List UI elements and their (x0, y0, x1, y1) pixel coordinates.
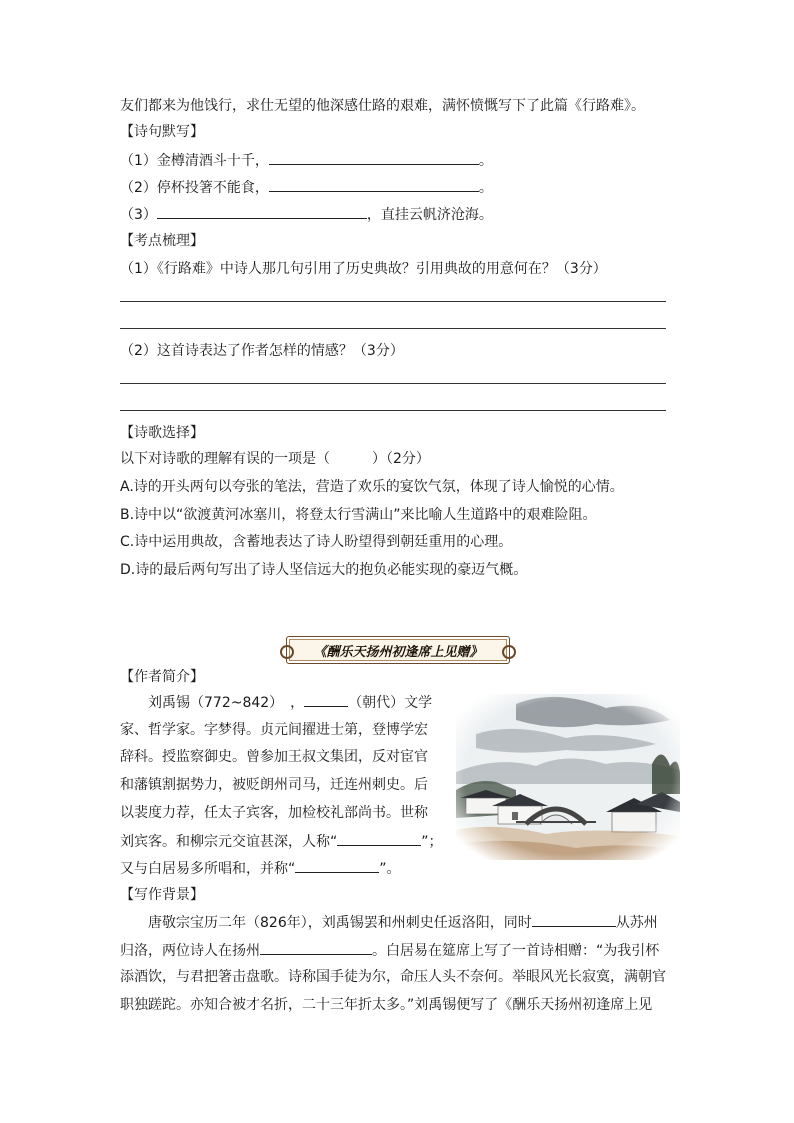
recite-q1-prefix: （1）金樽清酒斗十千， (120, 153, 269, 169)
recite-q3-prefix: （3） (120, 207, 157, 223)
recite-q1 (120, 150, 493, 171)
poem-title-banner (286, 636, 510, 664)
background-line-2-text: 归洛，两位诗人在扬州 (120, 943, 260, 959)
heading-author: 【作者简介】 (120, 669, 204, 685)
author-line-6 (120, 831, 443, 852)
recite-q1-suffix: 。 (478, 153, 493, 169)
answer-line[interactable] (120, 383, 666, 384)
answer-line[interactable] (120, 410, 666, 411)
author-line-5: 以裴度力荐，任太子宾客，加检校礼部尚书。世称 (120, 805, 428, 821)
background-line-3: 添酒饮，与君把箸击盘歌。诗称国手徒为尔，命压人头不奈何。举眼风光长寂寞，满朝官 (120, 969, 666, 985)
author-line-4: 和藩镇割据势力，被贬朗州司马，迁连州刺史。后 (120, 777, 428, 793)
choice-stem: 以下对诗歌的理解有误的一项是（ ）（2分） (120, 451, 430, 467)
recite-q2-suffix: 。 (478, 180, 493, 196)
heading-recite: 【诗句默写】 (120, 124, 204, 140)
answer-blank[interactable] (157, 204, 367, 219)
heading-choice: 【诗歌选择】 (120, 425, 204, 441)
answer-blank[interactable] (269, 150, 479, 165)
heading-points: 【考点梳理】 (120, 233, 204, 249)
nickname-blank[interactable] (337, 831, 421, 846)
ink-landscape-painting (456, 694, 680, 860)
banner-scroll-ornament (502, 645, 516, 659)
points-q1: （1）《行路难》中诗人那几句引用了历史典故？引用典故的用意何在？（3分） (120, 261, 607, 277)
choice-option-a[interactable]: A.诗的开头两句以夸张的笔法，营造了欢乐的宴饮气氛，体现了诗人愉悦的心情。 (120, 479, 624, 495)
recite-q3-suffix: ，直挂云帆济沧海。 (366, 207, 493, 223)
recite-q2-prefix: （2）停杯投箸不能食， (120, 180, 269, 196)
banner-scroll-ornament (280, 645, 294, 659)
painting-svg (456, 694, 680, 860)
author-line-2: 家、哲学家。字梦得。贞元间擢进士第，登博学宏 (120, 722, 428, 738)
answer-line[interactable] (120, 301, 666, 302)
recite-q3 (120, 204, 493, 225)
author-dates: 刘禹锡（772~842） ， (148, 695, 305, 711)
choice-option-b[interactable]: B.诗中以“欲渡黄河冰塞川，将登太行雪满山”来比喻人生道路中的艰难险阻。 (120, 507, 597, 523)
author-line-1 (148, 692, 432, 713)
name-blank[interactable] (532, 912, 616, 927)
answer-line[interactable] (120, 328, 666, 329)
background-line-1-end: 从苏州 (615, 915, 658, 931)
heading-background: 【写作背景】 (120, 887, 204, 903)
background-line-4: 职独蹉跎。亦知合被才名折，二十三年折太多。”刘禹锡便写了《酬乐天扬州初逢席上见 (120, 997, 653, 1013)
intro-text: 友们都来为他饯行，求仕无望的他深感仕路的艰难，满怀愤慨写下了此篇《行路难》。 (120, 98, 645, 114)
author-role: （朝代）文学 (348, 695, 433, 711)
choice-option-d[interactable]: D.诗的最后两句写出了诗人坚信远大的抱负必能实现的豪迈气概。 (120, 562, 528, 578)
choice-option-c[interactable]: C.诗中运用典故，含蓄地表达了诗人盼望得到朝廷重用的心理。 (120, 534, 513, 550)
background-line-2-end: 。白居易在筵席上写了一首诗相赠：“为我引杯 (372, 943, 660, 959)
poem-title: 《酬乐天扬州初逢席上见赠》 (313, 644, 483, 660)
background-line-1-text: 唐敬宗宝历二年（826年），刘禹锡罢和州刺史任返洛阳，同时 (148, 915, 532, 931)
answer-blank[interactable] (269, 177, 479, 192)
recite-q2 (120, 177, 493, 198)
nickname-blank[interactable] (295, 858, 379, 873)
points-q2: （2）这首诗表达了作者怎样的情感？（3分） (120, 343, 404, 359)
event-blank[interactable] (260, 940, 372, 955)
author-line-7 (120, 858, 401, 879)
author-line-7-text: 又与白居易多所唱和，并称“ (120, 861, 296, 877)
author-line-3: 辞科。授监察御史。曾参加王叔文集团，反对宦官 (120, 749, 428, 765)
author-line-6-end: ”； (421, 834, 443, 850)
author-line-7-end: ”。 (379, 861, 401, 877)
dynasty-blank[interactable] (304, 692, 348, 707)
background-line-2 (120, 940, 659, 961)
background-line-1 (148, 912, 658, 933)
author-line-6-text: 刘宾客。和柳宗元交谊甚深，人称“ (120, 834, 338, 850)
